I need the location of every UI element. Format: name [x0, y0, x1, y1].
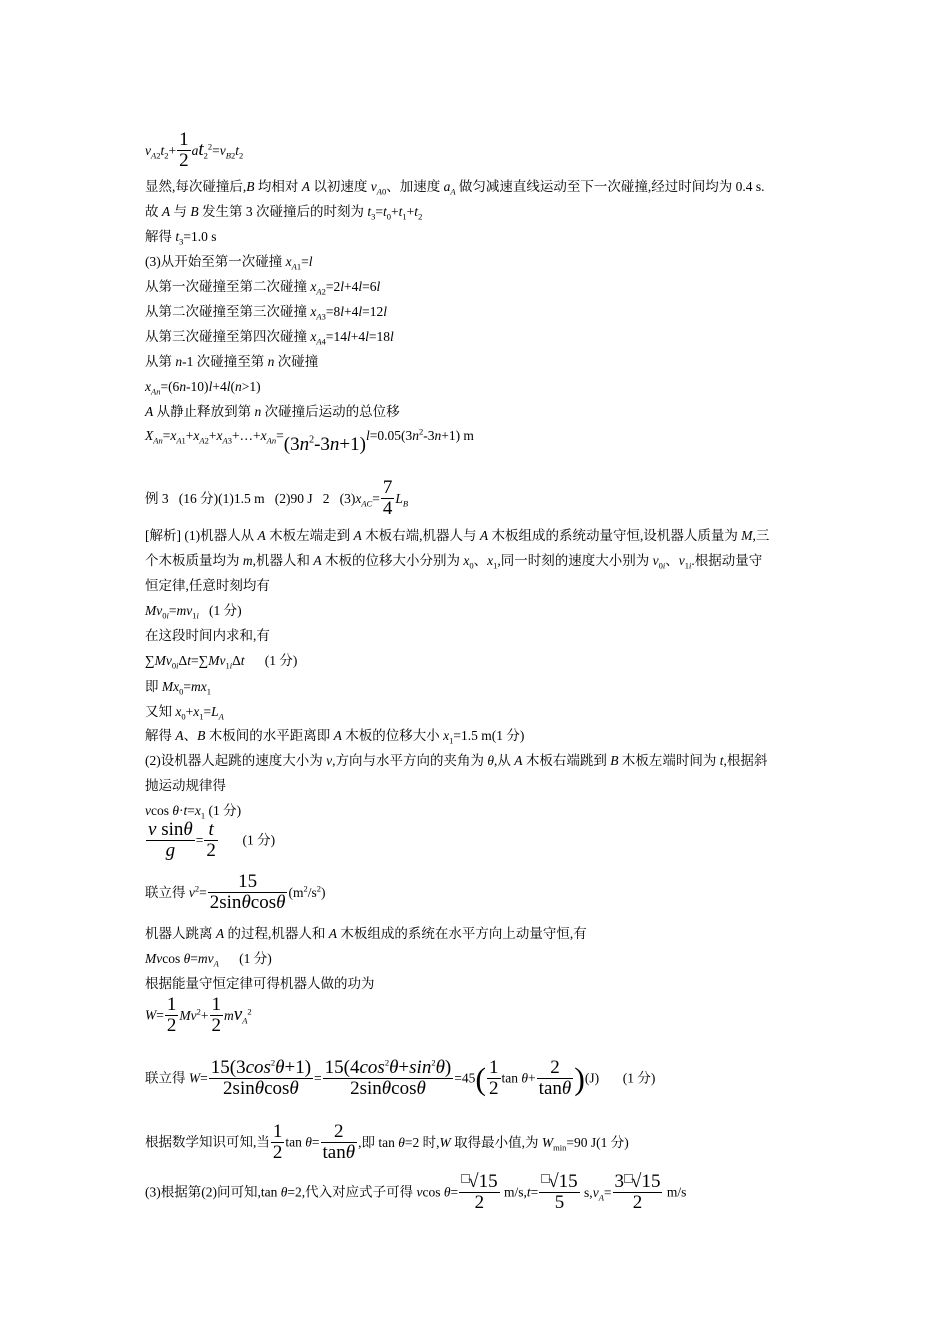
part2-line-1: (2)设机器人起跳的速度大小为 v,方向与水平方向的夹角为 θ,从 A 木板右端跳到 B 木板左端时间为 t,根据斜: [145, 753, 768, 768]
equation-vA2t2: $v_{A2}t_2+$ $\frac{1}{2}$ $at_2^2=v_{B2}t_2$: [145, 129, 244, 171]
line-xAn: $x_{An}=(6n-10)l+4l(n>1)$: [145, 379, 261, 397]
example-3-answer: 例 3 (16 分)(1)1.5 m (2)90 J 2 $(3)x_{AC}=$ $\frac{7}{4}$ $L_B$: [145, 477, 409, 519]
line-part3: (3)根据第(2)问可知,tan θ=2,代入对应式子可得 vcos θ= $\frac{√15}{2}$ m/s,t= $\frac{√15}{5}$ $s,v_A=$ $\frac{3 √15}{2}$ m/s: [145, 1171, 687, 1213]
equation-sum: $\sum Mv_{0i}\Delta t=\sum Mv_{1i}\Delta t$ (1 分): [145, 653, 298, 671]
line-nth-collision: 从第 n-1 次碰撞至第 n 次碰撞: [145, 354, 319, 369]
equation-work: W= $\frac{1}{2}$ $Mv^2+$ $\frac{1}{2}$ $mv_A^2$: [145, 994, 252, 1036]
equation-Mvcos: Mvcos $\theta=mv_A$ (1 分): [145, 951, 272, 969]
equation-v-squared: 联立得 $v^2=$ $\frac{15}{2\sin\theta\cos\theta}$ $(m^2/s^2)$: [145, 871, 326, 913]
analysis-line-2: 个木板质量均为 m,机器人和 A 木板的位移大小分别为 $x_0$、$x_1$,同一时刻的速度大小别为 $v_{0i}$、$v_{1i}$.根据动量守: [145, 553, 763, 571]
part2-line-2: 抛运动规律得: [145, 778, 226, 793]
line-third-collision: 故 A 与 B 发生第 3 次碰撞后的时刻为 $t_3=t_0+t_1+t_2$: [145, 204, 423, 222]
equation-vsin: $\frac{\text{v sinθ}}{g}$ = $\frac{t}{2}$ (1 分): [148, 819, 276, 861]
equation-momentum: $Mv_{0i}=mv_{1i}$ (1 分): [145, 603, 242, 621]
part2-line-4: 根据能量守恒定律可得机器人做的功为: [145, 976, 375, 991]
analysis-line-3: 恒定律,任意时刻均有: [145, 578, 270, 593]
line-t3-result: 解得 $t_3=1.0$ s: [145, 229, 217, 247]
line-xA2: 从第一次碰撞至第二次碰撞 $x_{A2}=2l+4l=6l$: [145, 279, 381, 297]
equation-LA: 又知 $x_0+x_1=L_A$: [145, 704, 224, 722]
equation-vcos: vcos $\theta\cdot t=x_1$ (1 分): [145, 803, 242, 821]
line-sum-intro: 在这段时间内求和,有: [145, 628, 270, 643]
line-minimum-condition: 根据数学知识可知,当 $\frac{1}{2}$ tan θ= $\frac{2}{\tan\theta}$ ,即 tan θ=2 时,W 取得最小值,为 $W_{min}=90$ J(1 分): [145, 1121, 629, 1163]
line-xA4: 从第三次碰撞至第四次碰撞 $x_{A4}=14l+4l=18l$: [145, 329, 394, 347]
equation-XAn: $X_{An}=x_{A1}+x_{A2}+x_{A3}+\dots+x_{An}=(3n^2-3n+1)l=0.05(3n^2-3n+1)$ m: [145, 426, 474, 455]
part2-line-3: 机器人跳离 A 的过程,机器人和 A 木板组成的系统在水平方向上动量守恒,有: [145, 926, 587, 941]
line-x1-result: 解得 A、B 木板间的水平距离即 A 木板的位移大小 $x_1=1.5$ m(1 分): [145, 728, 525, 746]
line-collision-desc: 显然,每次碰撞后,B 均相对 A 以初速度 $v_{A0}$、加速度 $a_A$ 做匀减速直线运动至下一次碰撞,经过时间均为 0.4 s.: [145, 179, 765, 197]
equation-Mx0: 即 $Mx_0=mx_1$: [145, 679, 211, 697]
line-total-displacement-desc: A 从静止释放到第 n 次碰撞后运动的总位移: [145, 404, 400, 419]
line-xA3: 从第二次碰撞至第三次碰撞 $x_{A3}=8l+4l=12l$: [145, 304, 387, 322]
equation-work-expanded: 联立得 W= $\frac{15(3\cos^2\theta+1)}{2\sin\theta\cos\theta}$ = $\frac{15(4\cos^2\theta+\sin^2\theta)}{2\sin\theta\cos\theta}$ =45( $\frac{1}{2}$ tan θ+ $\frac{2}{\tan\theta}$ )(J) (1 分): [145, 1057, 656, 1099]
line-xA1: (3)从开始至第一次碰撞 $x_{A1}=l$: [145, 254, 313, 272]
analysis-line-1: [解析] (1)机器人从 A 木板左端走到 A 木板右端,机器人与 A 木板组成的系统动量守恒,设机器人质量为 M,三: [145, 528, 770, 543]
